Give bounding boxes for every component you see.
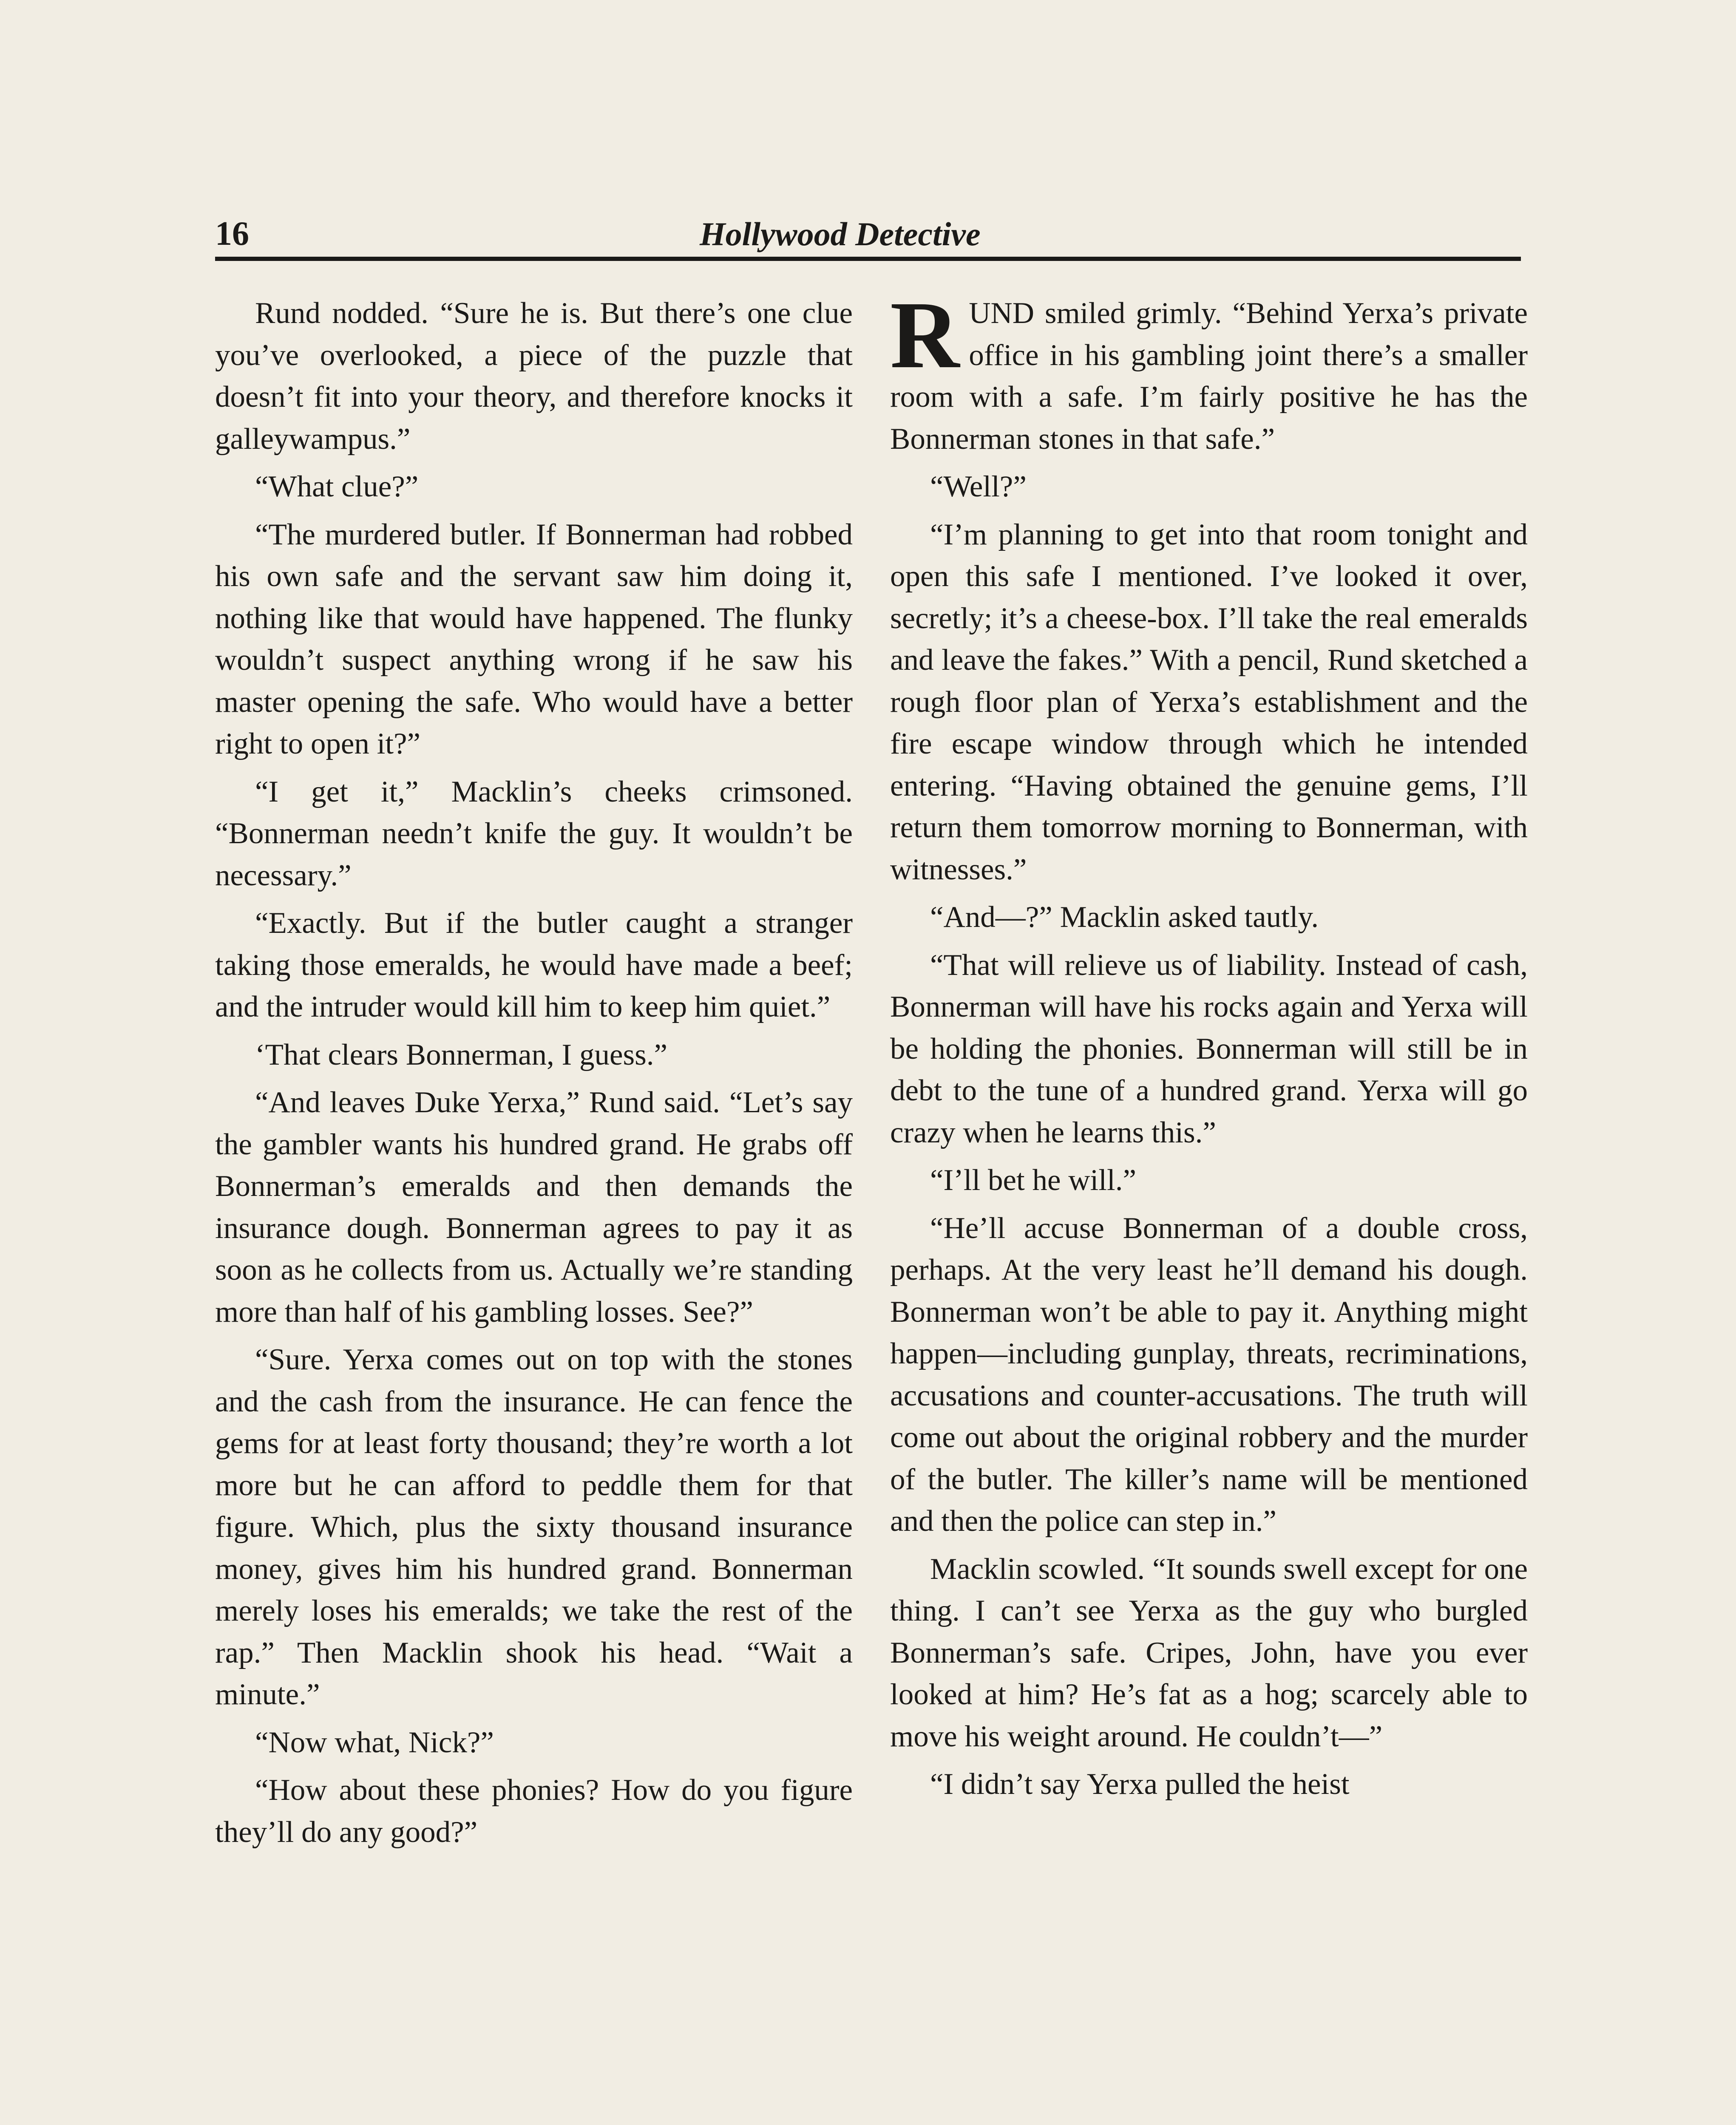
- opening-paragraph-text: UND smiled grimly. “Behind Yerxa’s private office in his gambling joint there’s a smaller room with a safe. I’m fairly positive he has the Bonnerman stones in that safe.”: [890, 297, 1528, 456]
- paragraph: “What clue?”: [255, 470, 419, 503]
- left-column: [215, 292, 853, 1859]
- paragraph: Macklin scowled. “It sounds swell except for one thing. I can’t see Yerxa as the guy who burgled Bonnerman’s safe. Cripes, John, have you ever looked at him? He’s fat as a hog; scarcely able to move his weight around. He couldn’t—”: [890, 1552, 1528, 1753]
- page-number: 16: [215, 215, 249, 252]
- paragraph: “He’ll accuse Bonnerman of a double cross, perhaps. At the very least he’ll demand his dough. Bonnerman won’t be able to pay it. Anything might happen—including gunplay, threats, recriminations, accusations and counter-accusations. The truth will come out about the original robbery and the murder of the butler. The killer’s name will be mentioned and then the police can step in.”: [890, 1211, 1528, 1538]
- right-column: [890, 282, 1528, 1811]
- paragraph: “Exactly. But if the butler caught a stranger taking those emeralds, he would have made a beef; and the intruder would kill him to keep him quiet.”: [215, 907, 853, 1023]
- drop-cap: R: [890, 282, 960, 388]
- running-title: Hollywood Detective: [700, 215, 981, 252]
- paragraph: “Well?”: [930, 470, 1027, 503]
- paragraph: “I’m planning to get into that room tonight and open this safe I mentioned. I’ve looked it over, secretly; it’s a cheese-box. I’ll take the real emeralds and leave the fakes.” With a pencil, Rund sketched a rough floor plan of Yerxa’s establishment and the fire escape window through which he intended entering. “Having obtained the genuine gems, I’ll return them tomorrow morning to Bonnerman, with witnesses.”: [890, 518, 1528, 886]
- paragraph: Rund nodded. “Sure he is. But there’s one clue you’ve overlooked, a piece of the puzzle that doesn’t fit into your theory, and therefore knocks it galleywampus.”: [215, 297, 853, 456]
- paragraph: “I get it,” Macklin’s cheeks crimsoned. “Bonnerman needn’t knife the guy. It wouldn’t be necessary.”: [215, 775, 853, 892]
- page-header: [215, 209, 1521, 257]
- paragraph: “I’ll bet he will.”: [930, 1164, 1136, 1197]
- paragraph: “And leaves Duke Yerxa,” Rund said. “Let’s say the gambler wants his hundred grand. He grabs off Bonnerman’s emeralds and then demands the insurance dough. Bonnerman agrees to pay it as soon as he collects from us. Actually we’re standing more than half of his gambling losses. See?”: [215, 1086, 853, 1329]
- paragraph: “How about these phonies? How do you figure they’ll do any good?”: [215, 1774, 853, 1849]
- paragraph: “And—?” Macklin asked tautly.: [930, 901, 1319, 934]
- paragraph: ‘That clears Bonnerman, I guess.”: [255, 1038, 667, 1071]
- header-rule: [215, 257, 1521, 261]
- opening-paragraph: [890, 282, 1528, 460]
- paragraph: “Now what, Nick?”: [255, 1726, 494, 1759]
- paragraph: “I didn’t say Yerxa pulled the heist: [930, 1768, 1350, 1801]
- paragraph: “Sure. Yerxa comes out on top with the stones and the cash from the insurance. He can fence the gems for at least forty thousand; they’re worth a lot more but he can afford to peddle them for that figure. Which, plus the sixty thousand insurance money, gives him his hundred grand. Bonnerman merely loses his emeralds; we take the rest of the rap.” Then Macklin shook his head. “Wait a minute.”: [215, 1343, 853, 1711]
- paragraph: “The murdered butler. If Bonnerman had robbed his own safe and the servant saw him doing it, nothing like that would have happened. The flunky wouldn’t suspect anything wrong if he saw his master opening the safe. Who would have a better right to open it?”: [215, 518, 853, 760]
- paragraph: “That will relieve us of liability. Instead of cash, Bonnerman will have his rocks again and Yerxa will be holding the phonies. Bonnerman will still be in debt to the tune of a hundred grand. Yerxa will go crazy when he learns this.”: [890, 948, 1528, 1149]
